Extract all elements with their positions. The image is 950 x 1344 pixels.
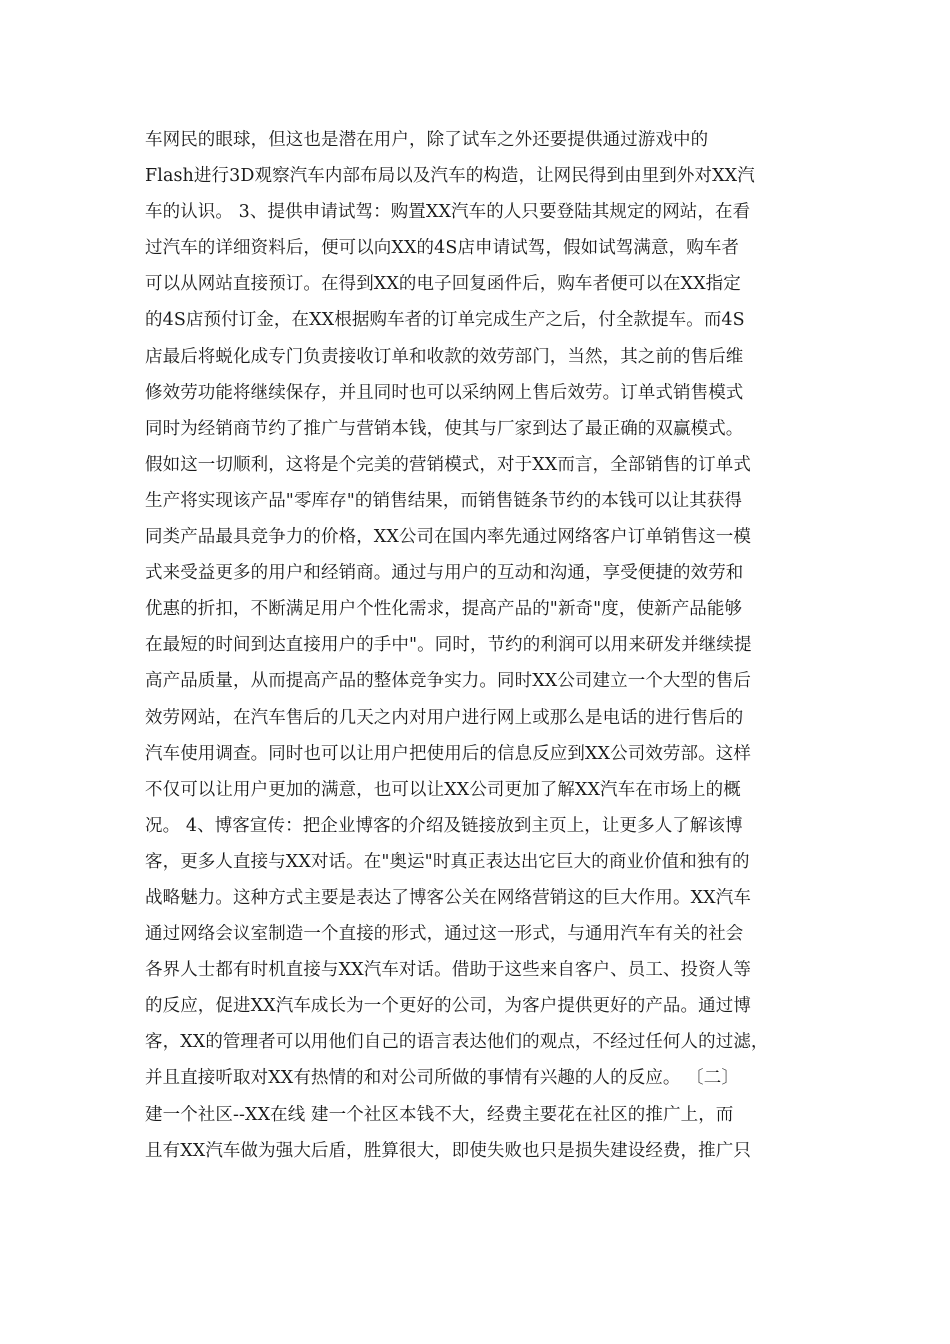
text-line: 假如这一切顺利，这将是个完美的营销模式，对于XX而言，全部销售的订单式 bbox=[145, 454, 751, 475]
text-line: 汽车使用调查。同时也可以让用户把使用后的信息反应到XX公司效劳部。这样 bbox=[145, 743, 751, 764]
text-line: 战略魅力。这种方式主要是表达了博客公关在网络营销这的巨大作用。XX汽车 bbox=[145, 887, 751, 908]
text-line: 客，XX的管理者可以用他们自己的语言表达他们的观点，不经过任何人的过滤， bbox=[145, 1032, 769, 1053]
text-line: 同类产品最具竞争力的价格，XX公司在国内率先通过网络客户订单销售这一模 bbox=[145, 527, 751, 548]
text-line: Flash进行3D观察汽车内部布局以及汽车的构造，让网民得到由里到外对XX汽 bbox=[145, 166, 755, 187]
text-line: 客，更多人直接与XX对话。在"奥运"时真正表达出它巨大的商业价值和独有的 bbox=[145, 851, 750, 872]
text-line: 车的认识。 3、提供申请试驾：购置XX汽车的人只要登陆其规定的网站，在看 bbox=[145, 202, 751, 223]
body-text bbox=[145, 122, 815, 1169]
text-line: 过汽车的详细资料后，便可以向XX的4S店申请试驾，假如试驾满意，购车者 bbox=[145, 238, 740, 259]
text-line: 并且直接听取对XX有热情的和对公司所做的事情有兴趣的人的反应。 〔二〕 bbox=[145, 1068, 739, 1089]
text-line: 各界人士都有时机直接与XX汽车对话。借助于这些来自客户、员工、投资人等 bbox=[145, 960, 751, 981]
text-line: 建一个社区--XX在线 建一个社区本钱不大，经费主要花在社区的推广上，而 bbox=[145, 1104, 734, 1125]
text-line: 优惠的折扣，不断满足用户个性化需求，提高产品的"新奇"度，使新产品能够 bbox=[145, 599, 743, 620]
text-line: 车网民的眼球，但这也是潜在用户，除了试车之外还要提供通过游戏中的 bbox=[145, 130, 709, 150]
text-line: 效劳网站，在汽车售后的几天之内对用户进行网上或那么是电话的进行售后的 bbox=[145, 707, 744, 728]
text-line: 的4S店预付订金，在XX根据购车者的订单完成生产之后，付全款提车。而4S bbox=[145, 310, 745, 331]
text-line: 的反应，促进XX汽车成长为一个更好的公司，为客户提供更好的产品。通过博 bbox=[145, 996, 751, 1017]
text-line: 修效劳功能将继续保存，并且同时也可以采纳网上售后效劳。订单式销售模式 bbox=[145, 382, 744, 403]
text-line: 况。 4、博客宣传：把企业博客的介绍及链接放到主页上，让更多人了解该博 bbox=[145, 815, 743, 836]
text-line: 在最短的时间到达直接用户的手中"。同时，节约的利润可以用来研发并继续提 bbox=[145, 635, 752, 656]
text-line: 式来受益更多的用户和经销商。通过与用户的互动和沟通，享受便捷的效劳和 bbox=[145, 563, 744, 584]
text-line: 同时为经销商节约了推广与营销本钱，使其与厂家到达了最正确的双赢模式。 bbox=[145, 418, 744, 439]
text-line: 生产将实现该产品"零库存"的销售结果，而销售链条节约的本钱可以让其获得 bbox=[145, 490, 743, 511]
text-line: 可以从网站直接预订。在得到XX的电子回复函件后，购车者便可以在XX指定 bbox=[145, 274, 741, 295]
text-line: 不仅可以让用户更加的满意，也可以让XX公司更加了解XX汽车在市场上的概 bbox=[145, 779, 741, 800]
text-line: 高产品质量，从而提高产品的整体竞争实力。同时XX公司建立一个大型的售后 bbox=[145, 671, 751, 692]
text-line: 店最后将蜕化成专门负责接收订单和收款的效劳部门，当然，其之前的售后维 bbox=[145, 346, 744, 367]
text-line: 通过网络会议室制造一个直接的形式，通过这一形式，与通用汽车有关的社会 bbox=[145, 924, 744, 945]
text-line: 且有XX汽车做为强大后盾，胜算很大，即使失败也只是损失建设经费，推广只 bbox=[145, 1140, 751, 1161]
